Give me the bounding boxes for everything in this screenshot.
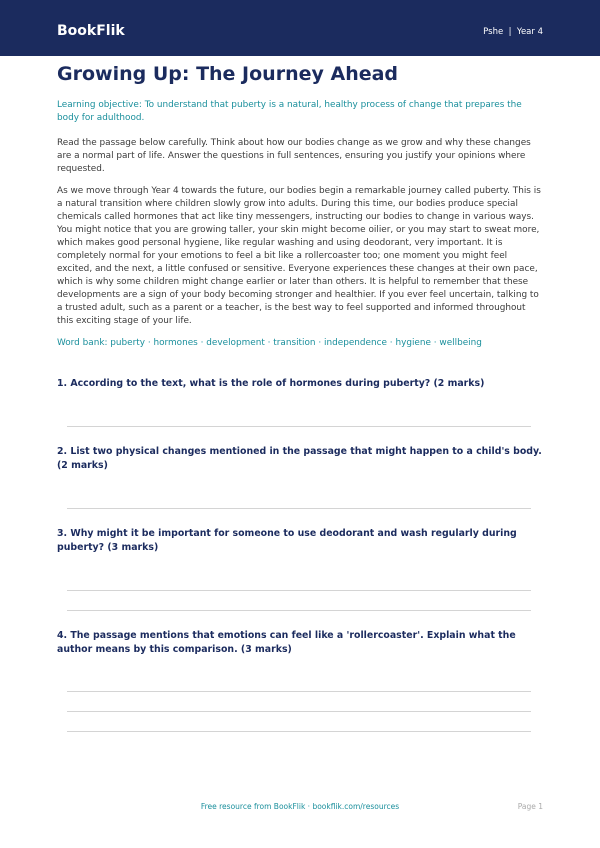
header-separator: | — [508, 27, 512, 37]
answer-line[interactable] — [67, 590, 531, 591]
subject-label: Pshe — [483, 27, 504, 37]
learning-objective: Learning objective: To understand that puberty is a natural, healthy process of change that prepares the body for adulthood. — [57, 100, 522, 123]
footer-credit: Free resource from BookFlik · bookflik.com/resources — [200, 802, 400, 811]
answer-line[interactable] — [67, 691, 531, 692]
page-header — [0, 0, 600, 56]
worksheet-content — [57, 99, 542, 350]
answer-line[interactable] — [67, 508, 531, 509]
reading-passage: As we move through Year 4 towards the future, our bodies begin a remarkable journey called puberty. This is a natural transition where children slowly grow into adults. During this time, our bodies produce special chemicals called hormones that act like tiny messengers, instructing our bodies to change in various ways. You might notice that you are growing taller, your skin might become oilier, or you may start to sweat more, which makes good personal hygiene, like regular washing and using deodorant, very important. It is completely normal for your emotions to feel a bit like a rollercoaster too; one moment you might feel excited, and the next, a little confused or sensitive. Everyone experiences these changes at their own pace, which is why some children might change earlier or later than others. It is helpful to remember that these developments are a sign of your body becoming stronger and healthier. If you ever feel uncertain, talking to a trusted adult, such as a parent or a teacher, is the best way to feel supported and informed throughout this exciting stage of your life. — [57, 186, 541, 326]
answer-line[interactable] — [67, 610, 531, 611]
brand-logo: BookFlik — [57, 23, 125, 39]
answer-line[interactable] — [67, 711, 531, 712]
instructions: Read the passage below carefully. Think about how our bodies change as we grow and why these changes are a normal part of life. Answer the questions in full sentences, ensuring you justify your opinions where requested. — [57, 138, 531, 174]
word-bank: Word bank: puberty · hormones · development · transition · independence · hygiene · wellbeing — [57, 338, 482, 348]
question-3: 3. Why might it be important for someone to use deodorant and wash regularly during puberty? (3 marks) — [57, 528, 517, 553]
answer-line[interactable] — [67, 731, 531, 732]
answer-line[interactable] — [67, 426, 531, 427]
year-label: Year 4 — [516, 27, 543, 37]
question-2: 2. List two physical changes mentioned in the passage that might happen to a child's body. (2 marks) — [57, 446, 542, 471]
page-number: Page 1 — [517, 802, 543, 811]
header-meta — [483, 27, 543, 37]
question-1: 1. According to the text, what is the role of hormones during puberty? (2 marks) — [57, 378, 485, 389]
page-title: Growing Up: The Journey Ahead — [57, 63, 399, 85]
question-4: 4. The passage mentions that emotions can feel like a 'rollercoaster'. Explain what the author means by this comparison. (3 marks) — [57, 630, 516, 655]
